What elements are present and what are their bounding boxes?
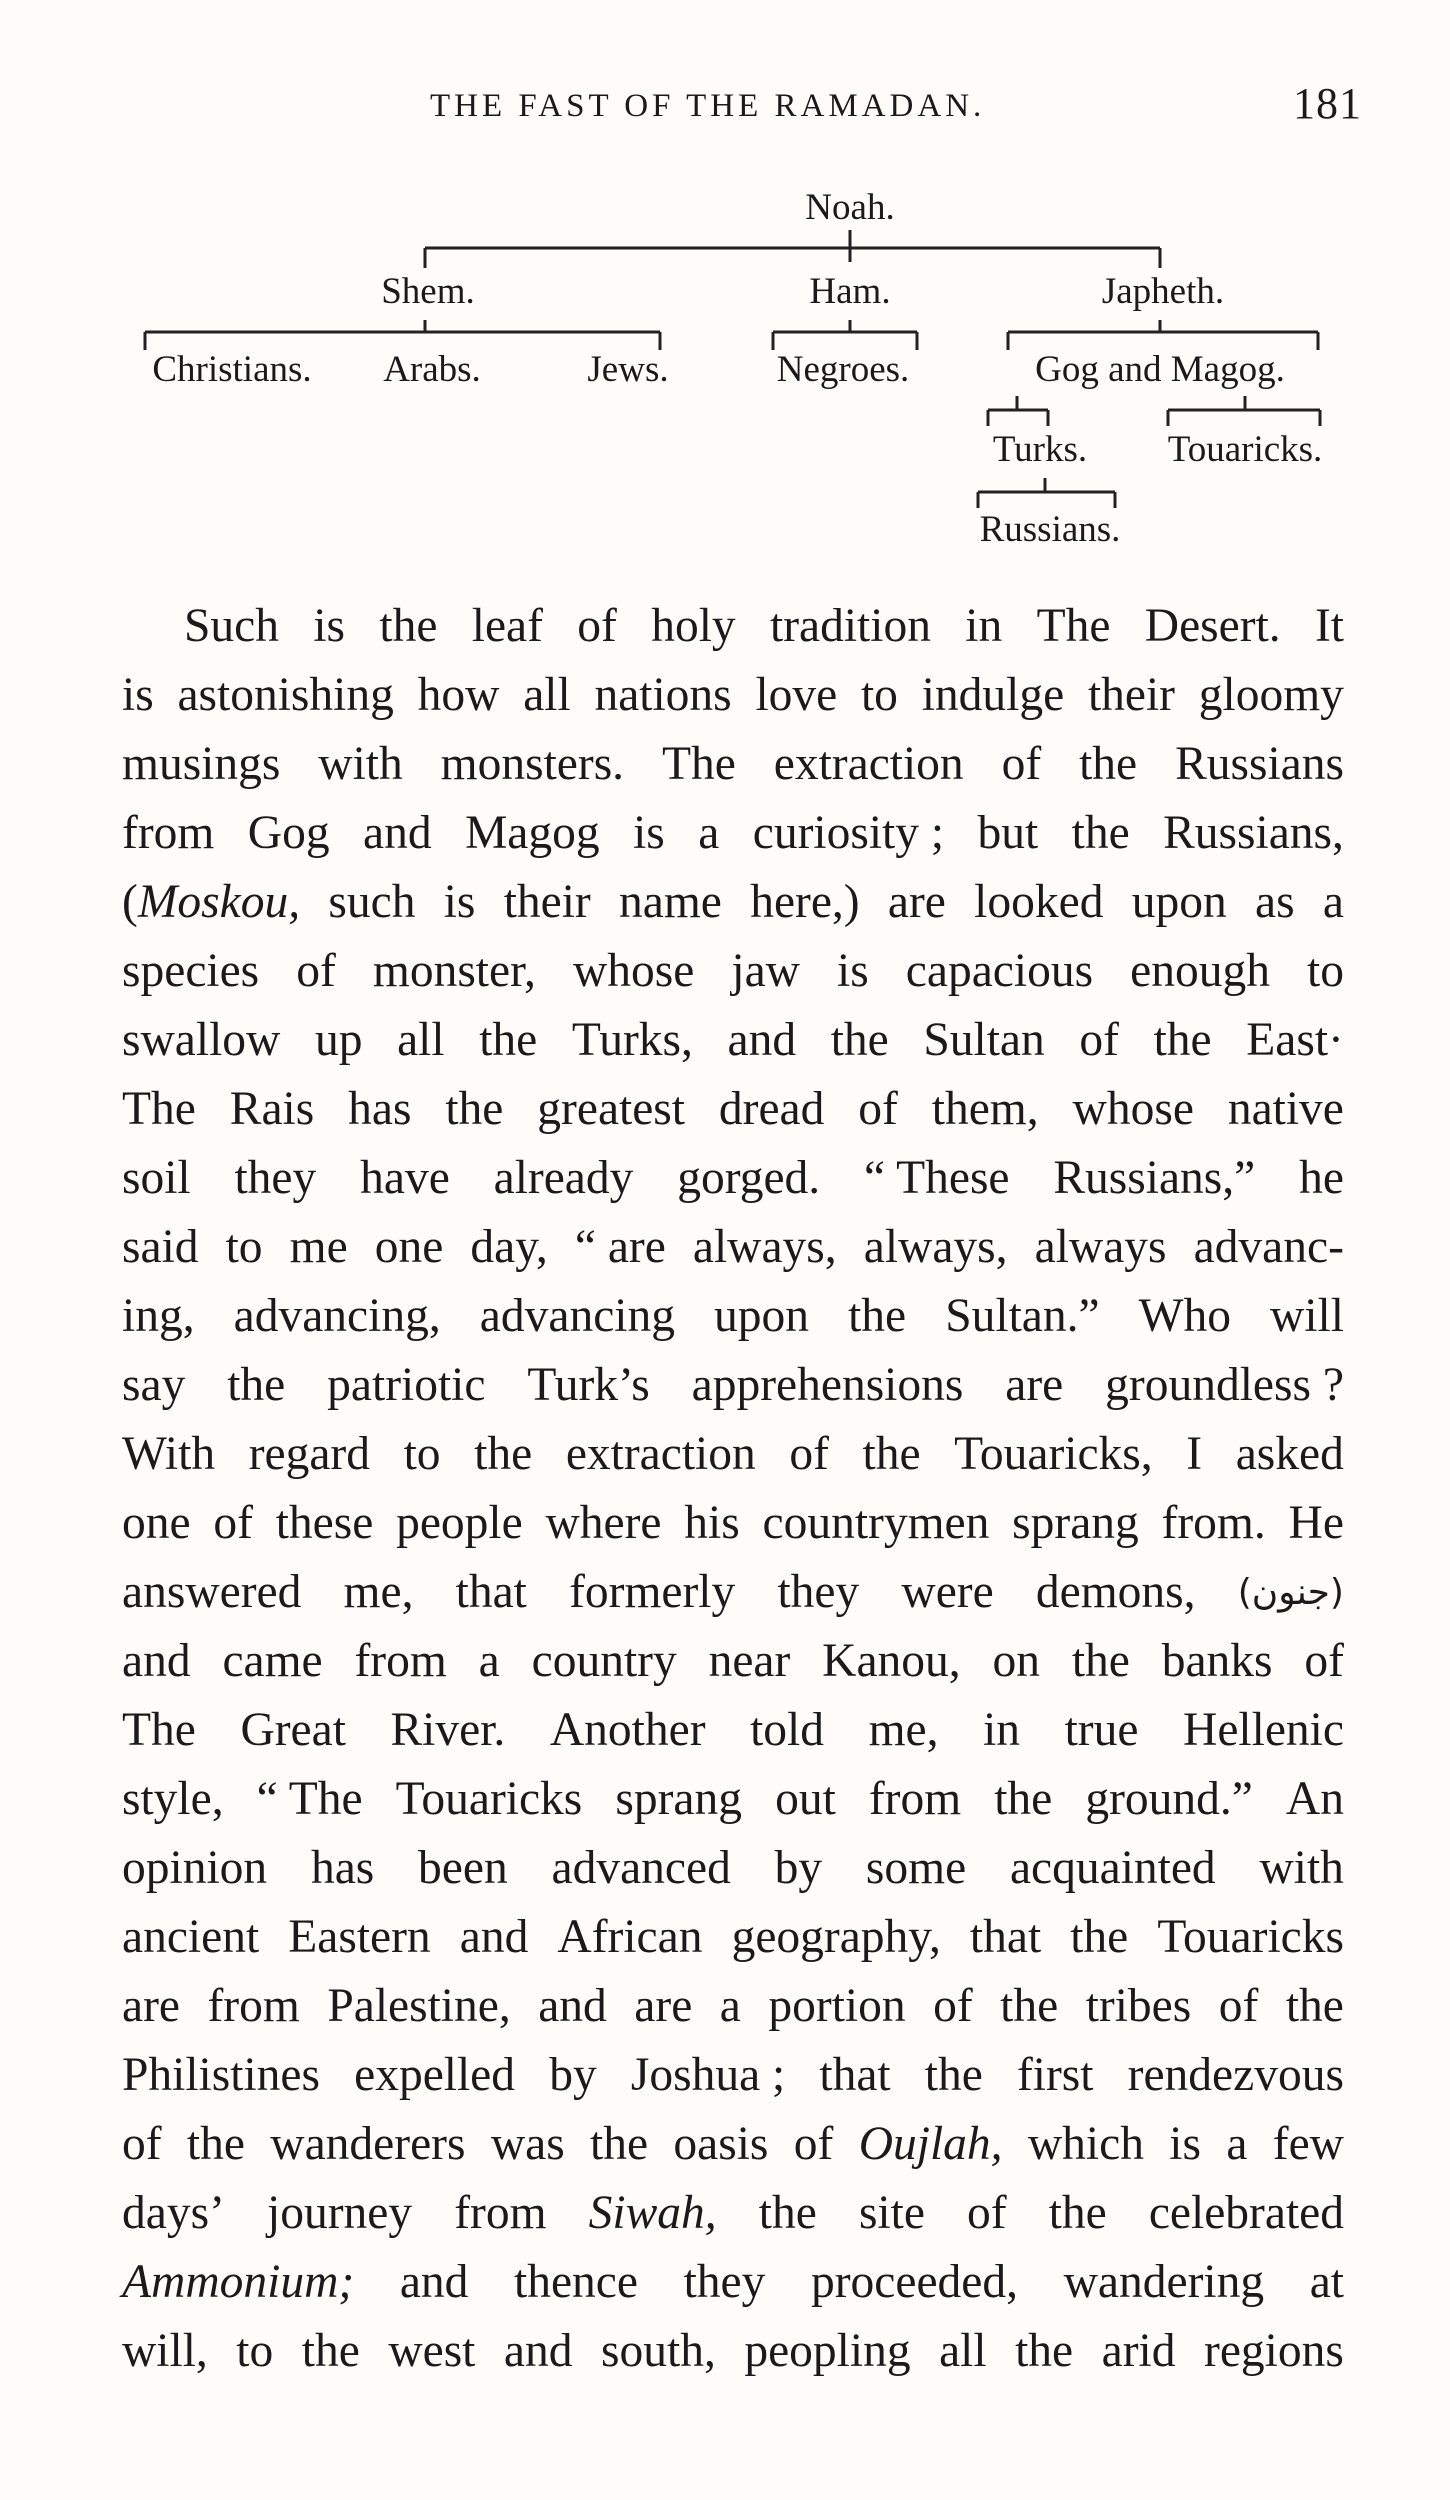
italic-moskou: Moskou, xyxy=(137,876,301,928)
tree-node-jews: Jews. xyxy=(587,349,669,390)
text-line: opinion has been advanced by some acquainted with xyxy=(122,1842,1344,1894)
tree-node-gog-and-magog: Gog and Magog. xyxy=(1035,349,1285,390)
text-line: Philistines expelled by Joshua ; that the first rendezvous xyxy=(122,2049,1344,2101)
arabic-word: (جنون) xyxy=(1237,1572,1344,1613)
text-line: With regard to the extraction of the Touaricks, I asked xyxy=(122,1428,1344,1480)
italic-ammonium: Ammonium; xyxy=(122,2256,355,2308)
text-line: species of monster, whose jaw is capacious enough to xyxy=(122,945,1344,997)
text-line: ancient Eastern and African geography, that the Touaricks xyxy=(122,1911,1344,1963)
genealogy-tree-lines xyxy=(0,0,1450,560)
text-line: answered me, that formerly they were demons, (جنون) xyxy=(122,1558,1344,1627)
text-line: and came from a country near Kanou, on the banks of xyxy=(122,1635,1344,1687)
text-line: are from Palestine, and are a portion of the tribes of the xyxy=(122,1980,1344,2032)
text-line: of the wanderers was the oasis of Oujlah, which is a few xyxy=(122,2110,1344,2179)
text-line: will, to the west and south, peopling all the arid regions xyxy=(122,2325,1344,2377)
text-line: style, “ The Touaricks sprang out from the ground.” An xyxy=(122,1773,1344,1825)
text-line: from Gog and Magog is a curiosity ; but the Russians, xyxy=(122,807,1344,859)
text-line: The Rais has the greatest dread of them, whose native xyxy=(122,1083,1344,1135)
text-line: (Moskou, such is their name here,) are looked upon as a xyxy=(122,876,1344,928)
tree-node-ham: Ham. xyxy=(809,271,891,312)
text-line: is astonishing how all nations love to indulge their gloomy xyxy=(122,669,1344,721)
tree-node-russians: Russians. xyxy=(979,509,1121,550)
running-header-title: THE FAST OF THE RAMADAN. xyxy=(430,88,986,124)
italic-siwah: Siwah, xyxy=(588,2187,717,2239)
tree-node-negroes: Negroes. xyxy=(776,349,910,390)
text-line: musings with monsters. The extraction of the Russians xyxy=(122,738,1344,790)
text-line: say the patriotic Turk’s apprehensions are groundless ? xyxy=(122,1359,1344,1411)
italic-oujlah: Oujlah, xyxy=(858,2118,1003,2170)
text-line: The Great River. Another told me, in true Hellenic xyxy=(122,1704,1344,1756)
tree-node-christians: Christians. xyxy=(152,349,312,390)
text-line: Ammonium; and thence they proceeded, wandering at xyxy=(122,2248,1344,2317)
tree-node-touaricks: Touaricks. xyxy=(1167,429,1323,470)
text-line: days’ journey from Siwah, the site of the celebrated xyxy=(122,2179,1344,2248)
text-line: one of these people where his countrymen sprang from. He xyxy=(122,1497,1344,1549)
tree-node-noah: Noah. xyxy=(805,187,895,228)
tree-node-arabs: Arabs. xyxy=(383,349,481,390)
text-line: soil they have already gorged. “ These Russians,” he xyxy=(122,1152,1344,1204)
page-number: 181 xyxy=(1293,79,1362,128)
text-line: Such is the leaf of holy tradition in The Desert. It xyxy=(184,600,1344,652)
text-line: swallow up all the Turks, and the Sultan of the East· xyxy=(122,1014,1344,1066)
tree-node-shem: Shem. xyxy=(381,271,475,312)
text-line: ing, advancing, advancing upon the Sultan.” Who will xyxy=(122,1290,1344,1342)
tree-node-turks: Turks. xyxy=(992,429,1088,470)
body-paragraph xyxy=(122,592,1344,2386)
tree-node-japheth: Japheth. xyxy=(1101,271,1225,312)
text-line: said to me one day, “ are always, always, always advanc- xyxy=(122,1221,1344,1273)
